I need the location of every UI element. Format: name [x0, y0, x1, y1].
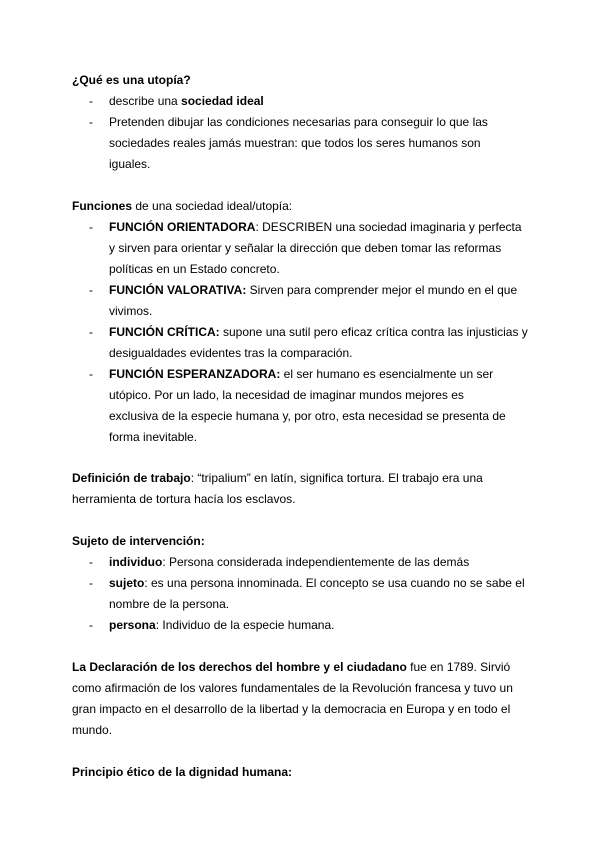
funcion-critica: [89, 322, 529, 364]
individuo-text: : Persona considerada independientemente de las demás: [162, 555, 470, 569]
sujeto-label: sujeto: [109, 576, 145, 590]
sujeto-text: : es una persona innominada. El concepto se usa cuando no se sabe el nombre de la persona.: [109, 576, 525, 611]
bullet-dash: -: [89, 618, 93, 632]
utopia-bullet-1: [89, 91, 529, 112]
bullet-dash: -: [89, 94, 93, 108]
trabajo-text: : “tripalium” en latín, significa tortura. El trabajo era una herramienta de tortura hacía los esclavos.: [72, 471, 483, 506]
funcion-valorativa-label: FUNCIÓN VALORATIVA:: [109, 283, 247, 297]
funcion-orientadora-text: : DESCRIBEN una sociedad imaginaria y perfecta y sirven para orientar y señalar la dirección que deben tomar las reformas políticas en un Estado concreto.: [109, 220, 522, 276]
bullet-dash: -: [89, 115, 93, 129]
individuo-label: individuo: [109, 555, 163, 569]
funcion-valorativa: [89, 280, 529, 322]
sujeto-item-individuo: [89, 552, 529, 573]
funcion-esperanzadora: [89, 364, 529, 448]
declaracion-label: La Declaración de los derechos del hombre y el ciudadano: [72, 660, 407, 674]
funcion-orientadora: [89, 217, 529, 280]
bullet-dash: -: [89, 555, 93, 569]
declaracion-paragraph: [72, 657, 522, 741]
funcion-orientadora-label: FUNCIÓN ORIENTADORA: [109, 220, 256, 234]
persona-label: persona: [109, 618, 156, 632]
funcion-critica-text: supone una sutil pero eficaz crítica contra las injusticias y desigualdades evidentes tras la comparación.: [109, 325, 528, 360]
utopia-bullet-1-text: describe una: [109, 94, 182, 108]
funciones-heading-bold: Funciones: [72, 199, 133, 213]
funciones-heading: [72, 196, 532, 217]
principio-heading: Principio ético de la dignidad humana:: [72, 765, 293, 779]
funciones-heading-rest: de una sociedad ideal/utopía:: [132, 199, 293, 213]
bullet-dash: -: [89, 283, 93, 297]
persona-text: : Individuo de la especie humana.: [155, 618, 335, 632]
trabajo-definition: [72, 468, 512, 510]
utopia-bullet-2: [89, 112, 529, 175]
bullet-dash: -: [89, 576, 93, 590]
trabajo-label: Definición de trabajo: [72, 471, 191, 485]
declaracion-text: fue en 1789. Sirvió como afirmación de los valores fundamentales de la Revolución francesa y tuvo un gran impacto en el desarrollo de la libertad y la democracia en Europa y en todo el mundo.: [72, 660, 513, 737]
sujeto-item-persona: [89, 615, 529, 636]
funcion-valorativa-text: Sirven para comprender mejor el mundo en el que vivimos.: [109, 283, 518, 318]
bullet-dash: -: [89, 325, 93, 339]
sujeto-heading: Sujeto de intervención:: [72, 534, 205, 548]
funcion-esperanzadora-text: el ser humano es esencialmente un ser utópico. Por un lado, la necesidad de imaginar mundos mejores es exclusiva de la especie humana y, por otro, esta necesidad se presenta de forma inevitable.: [109, 367, 506, 444]
funcion-esperanzadora-label: FUNCIÓN ESPERANZADORA:: [109, 367, 281, 381]
sujeto-item-sujeto: [89, 573, 529, 615]
bullet-dash: -: [89, 220, 93, 234]
utopia-bullet-2-text: Pretenden dibujar las condiciones necesarias para conseguir lo que las sociedades reales jamás muestran: que todos los seres humanos son iguales.: [109, 115, 488, 171]
utopia-heading: ¿Qué es una utopía?: [72, 73, 191, 87]
bullet-dash: -: [89, 367, 93, 381]
funcion-critica-label: FUNCIÓN CRÍTICA:: [109, 325, 220, 339]
utopia-bullet-1-bold: sociedad ideal: [181, 94, 264, 108]
